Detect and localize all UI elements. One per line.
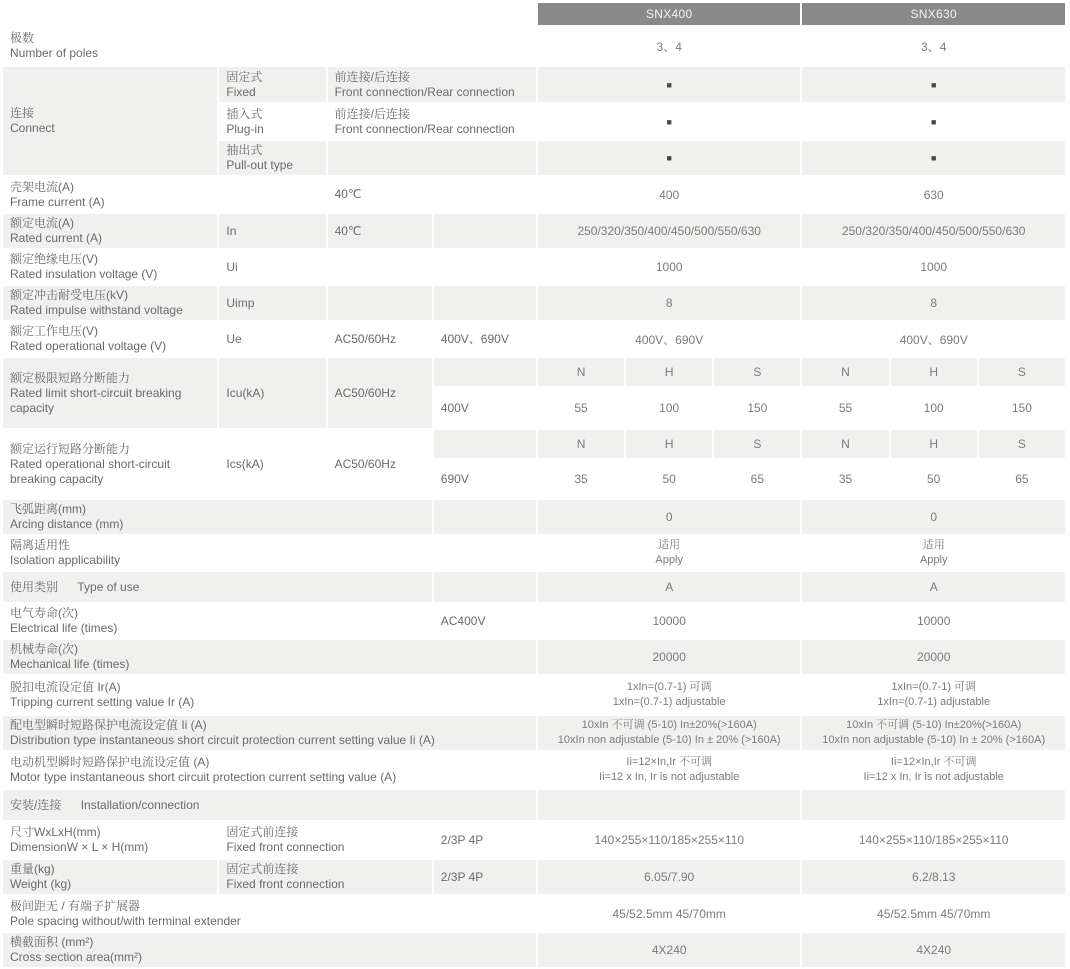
empty-cell	[219, 177, 325, 212]
table-row	[3, 896, 1065, 931]
table-row	[3, 67, 1065, 102]
table-row	[3, 358, 1065, 386]
availability-mark: ■	[802, 67, 1065, 102]
row-label-mechanical-life: 机械寿命(次) Mechanical life (times)	[3, 640, 536, 674]
empty-cell	[802, 790, 1065, 820]
table-row	[3, 716, 1065, 750]
table-row	[3, 430, 1065, 458]
empty-cell	[434, 250, 536, 284]
cell-icu-voltage: 400V	[440, 400, 469, 415]
value-electrical-life-snx400: 10000	[652, 614, 686, 628]
cell-frame-current-cond: 40℃	[334, 187, 362, 201]
row-label-motor: 电动机型瞬时短路保护电流设定值 (A) Motor type instantaneous short circuit protection current setting value (A)	[10, 755, 397, 784]
table-row	[3, 790, 1065, 820]
value-ue-snx400: 400V、690V	[635, 332, 704, 347]
value-frame-current-snx400: 400	[659, 187, 680, 202]
value-uimp-snx630: 8	[802, 286, 1065, 320]
value-mechanical-life-snx400: 20000	[538, 640, 800, 674]
empty-cell	[434, 286, 536, 320]
cell-ue-freq: AC50/60Hz	[334, 331, 396, 346]
value-rated-current-snx400: 250/320/350/400/450/500/550/630	[538, 214, 800, 248]
cell-ui-symbol: Ui	[226, 259, 238, 274]
grade-header: H	[891, 358, 977, 386]
table-row	[3, 752, 1065, 788]
empty-cell	[434, 572, 536, 602]
value-electrical-life-snx630: 10000	[917, 614, 951, 628]
value-icu: 150	[747, 401, 768, 415]
value-icu: 55	[838, 401, 853, 415]
value-uimp-snx400: 8	[538, 286, 800, 320]
value-weight-snx400: 6.05/7.90	[538, 860, 800, 894]
row-label-arcing: 飞弧距离(mm) Arcing distance (mm)	[3, 500, 432, 534]
table-row	[3, 322, 1065, 356]
value-icu: 100	[659, 401, 680, 415]
table-row	[3, 27, 1065, 65]
table-row	[3, 3, 1065, 25]
empty-cell	[328, 141, 536, 175]
empty-cell	[328, 250, 432, 284]
value-ics: 35	[838, 472, 853, 486]
value-poles-snx400: 3、4	[656, 39, 682, 54]
value-ue-snx630: 400V、690V	[899, 332, 968, 347]
table-row	[3, 214, 1065, 248]
cell-icu-symbol: Icu(kA)	[219, 358, 325, 428]
row-label-electrical-life: 电气寿命(次) Electrical life (times)	[10, 606, 118, 635]
value-distribution-snx630: 10xIn 不可调 (5-10) In±20%(>160A) 10xIn non adjustable (5-10) In ± 20% (>160A)	[802, 716, 1065, 750]
row-label-tripping: 脱扣电流设定值 Ir(A) Tripping current setting value Ir (A)	[10, 680, 195, 709]
table-row	[3, 500, 1065, 534]
empty-cell	[434, 177, 536, 212]
cell-uimp-symbol: Uimp	[219, 286, 325, 320]
spec-table	[1, 1, 1067, 969]
value-ics: 50	[926, 472, 941, 486]
row-label-frame-current: 壳架电流(A) Frame current (A)	[10, 179, 105, 209]
cell-connect-fixed: 固定式 Fixed	[219, 67, 325, 102]
grade-header: H	[626, 430, 712, 458]
value-ics: 65	[750, 472, 765, 486]
cell-rated-current-symbol: In	[219, 214, 325, 248]
value-dimension-snx400: 140×255×110/185×255×110	[594, 833, 745, 847]
table-row	[3, 286, 1065, 320]
value-type-of-use-snx630: A	[802, 572, 1065, 602]
grade-header: N	[538, 358, 624, 386]
row-label-poles: 极数 Number of poles	[10, 31, 99, 60]
value-poles-snx630: 3、4	[921, 39, 947, 54]
value-distribution-snx400: 10xIn 不可调 (5-10) In±20%(>160A) 10xIn non adjustable (5-10) In ± 20% (>160A)	[538, 716, 800, 750]
grade-header: N	[538, 430, 624, 458]
value-cross-section-snx400: 4X240	[538, 933, 800, 967]
table-row	[3, 604, 1065, 638]
empty-cell	[538, 790, 800, 820]
value-weight-snx630: 6.2/8.13	[802, 860, 1065, 894]
cell-connect-plugin-type: 前连接/后连接 Front connection/Rear connection	[334, 106, 515, 136]
table-row	[3, 536, 1065, 570]
value-icu: 55	[574, 401, 588, 415]
value-ics: 35	[574, 472, 588, 486]
row-label-connect: 连接 Connect	[3, 67, 217, 175]
value-ui-snx400: 1000	[655, 260, 683, 274]
value-ics: 50	[662, 472, 676, 486]
cell-connect-fixed-type: 前连接/后连接 Front connection/Rear connection	[328, 67, 536, 102]
row-label-ics: 额定运行短路分断能力 Rated operational short-circuit breaking capacity	[10, 441, 171, 486]
cell-dimension-poles: 2/3P 4P	[440, 832, 484, 847]
table-row	[3, 177, 1065, 212]
cell-ics-freq: AC50/60Hz	[334, 456, 396, 471]
row-label-cross-section: 横截面积 (mm²) Cross section area(mm²)	[3, 933, 536, 967]
value-mechanical-life-snx630: 20000	[802, 640, 1065, 674]
value-cross-section-snx630: 4X240	[802, 933, 1065, 967]
row-label-pole-spacing: 极间距无 / 有端子扩展器 Pole spacing without/with terminal extender	[10, 898, 241, 928]
grade-header: S	[979, 358, 1065, 386]
empty-cell	[434, 430, 536, 458]
availability-mark: ■	[666, 116, 672, 127]
grade-header: N	[802, 358, 888, 386]
row-label-installation: 安装/连接 Installation/connection	[3, 790, 536, 820]
value-tripping-snx630: 1xIn=(0.7-1) 可调 1xIn=(0.7-1) adjustable	[877, 681, 991, 708]
value-frame-current-snx630: 630	[923, 187, 944, 202]
value-dimension-snx630: 140×255×110/185×255×110	[858, 833, 1009, 847]
grade-header: S	[714, 430, 800, 458]
cell-ics-voltage: 690V	[440, 471, 469, 486]
table-row	[3, 860, 1065, 894]
grade-header: H	[891, 430, 977, 458]
product-header-snx630: SNX630	[802, 3, 1065, 25]
value-ics: 65	[1015, 472, 1029, 486]
row-label-uimp: 额定冲击耐受电压(kV) Rated impulse withstand voltage	[3, 286, 217, 320]
grade-header: S	[714, 358, 800, 386]
table-row	[3, 572, 1065, 602]
cell-rated-current-cond: 40℃	[328, 214, 432, 248]
value-pole-spacing-snx630: 45/52.5mm 45/70mm	[877, 906, 991, 921]
value-pole-spacing-snx400: 45/52.5mm 45/70mm	[612, 906, 726, 921]
value-motor-snx400: Ii=12×In,Ir 不可调 Ii=12 x In, Ir is not adjustable	[599, 756, 740, 783]
value-icu: 150	[1011, 401, 1032, 415]
value-isolation-snx400: 适用 Apply	[655, 539, 683, 566]
empty-cell	[328, 286, 432, 320]
table-row	[3, 822, 1065, 858]
empty-cell	[434, 500, 536, 534]
cell-ics-symbol: Ics(kA)	[226, 456, 264, 471]
cell-weight-poles: 2/3P 4P	[434, 860, 536, 894]
cell-electrical-life-cond: AC400V	[440, 613, 486, 628]
availability-mark: ■	[802, 141, 1065, 175]
table-row	[3, 676, 1065, 714]
cell-connect-pullout: 抽出式 Pull-out type	[219, 141, 325, 175]
grade-header: S	[979, 430, 1065, 458]
availability-mark: ■	[538, 141, 800, 175]
value-motor-snx630: Ii=12×In,Ir 不可调 Ii=12 x In, Ir is not adjustable	[863, 756, 1004, 783]
table-row	[3, 250, 1065, 284]
value-arcing-snx400: 0	[538, 500, 800, 534]
value-rated-current-snx630: 250/320/350/400/450/500/550/630	[802, 214, 1065, 248]
grade-header: N	[802, 430, 888, 458]
value-ui-snx630: 1000	[920, 260, 948, 274]
cell-ue-range: 400V、690V	[440, 331, 509, 346]
cell-weight-connection: 固定式前连接 Fixed front connection	[219, 860, 431, 894]
availability-mark: ■	[538, 67, 800, 102]
row-label-type-of-use: 使用类别 Type of use	[3, 572, 432, 602]
cell-icu-freq: AC50/60Hz	[328, 358, 432, 428]
product-header-snx400: SNX400	[538, 3, 800, 25]
empty-cell	[434, 358, 536, 386]
grade-header: H	[626, 358, 712, 386]
row-label-distribution: 配电型瞬时短路保护电流设定值 Ii (A) Distribution type instantaneous short circuit protection current setting value Ii (A)	[3, 716, 536, 750]
row-label-isolation: 隔离适用性 Isolation applicability	[10, 538, 121, 567]
empty-cell	[434, 214, 536, 248]
value-tripping-snx400: 1xIn=(0.7-1) 可调 1xIn=(0.7-1) adjustable	[612, 681, 726, 708]
cell-connect-plugin: 插入式 Plug-in	[226, 106, 264, 136]
row-label-rated-current: 额定电流(A) Rated current (A)	[3, 214, 217, 248]
value-isolation-snx630: 适用 Apply	[919, 539, 948, 566]
value-arcing-snx630: 0	[802, 500, 1065, 534]
row-label-ue: 额定工作电压(V) Rated operational voltage (V)	[10, 324, 167, 353]
value-type-of-use-snx400: A	[538, 572, 800, 602]
value-icu: 100	[923, 401, 944, 415]
availability-mark: ■	[931, 116, 937, 127]
table-row	[3, 640, 1065, 674]
row-label-dimension: 尺寸WxLxH(mm) DimensionW × L × H(mm)	[10, 825, 149, 854]
cell-ue-symbol: Ue	[226, 331, 242, 346]
header-spacer	[3, 3, 536, 25]
row-label-icu: 额定极限短路分断能力 Rated limit short-circuit breaking capacity	[3, 358, 217, 428]
table-row	[3, 933, 1065, 967]
row-label-weight: 重量(kg) Weight (kg)	[3, 860, 217, 894]
cell-dimension-connection: 固定式前连接 Fixed front connection	[226, 825, 345, 854]
row-label-ui: 额定绝缘电压(V) Rated insulation voltage (V)	[10, 252, 158, 281]
